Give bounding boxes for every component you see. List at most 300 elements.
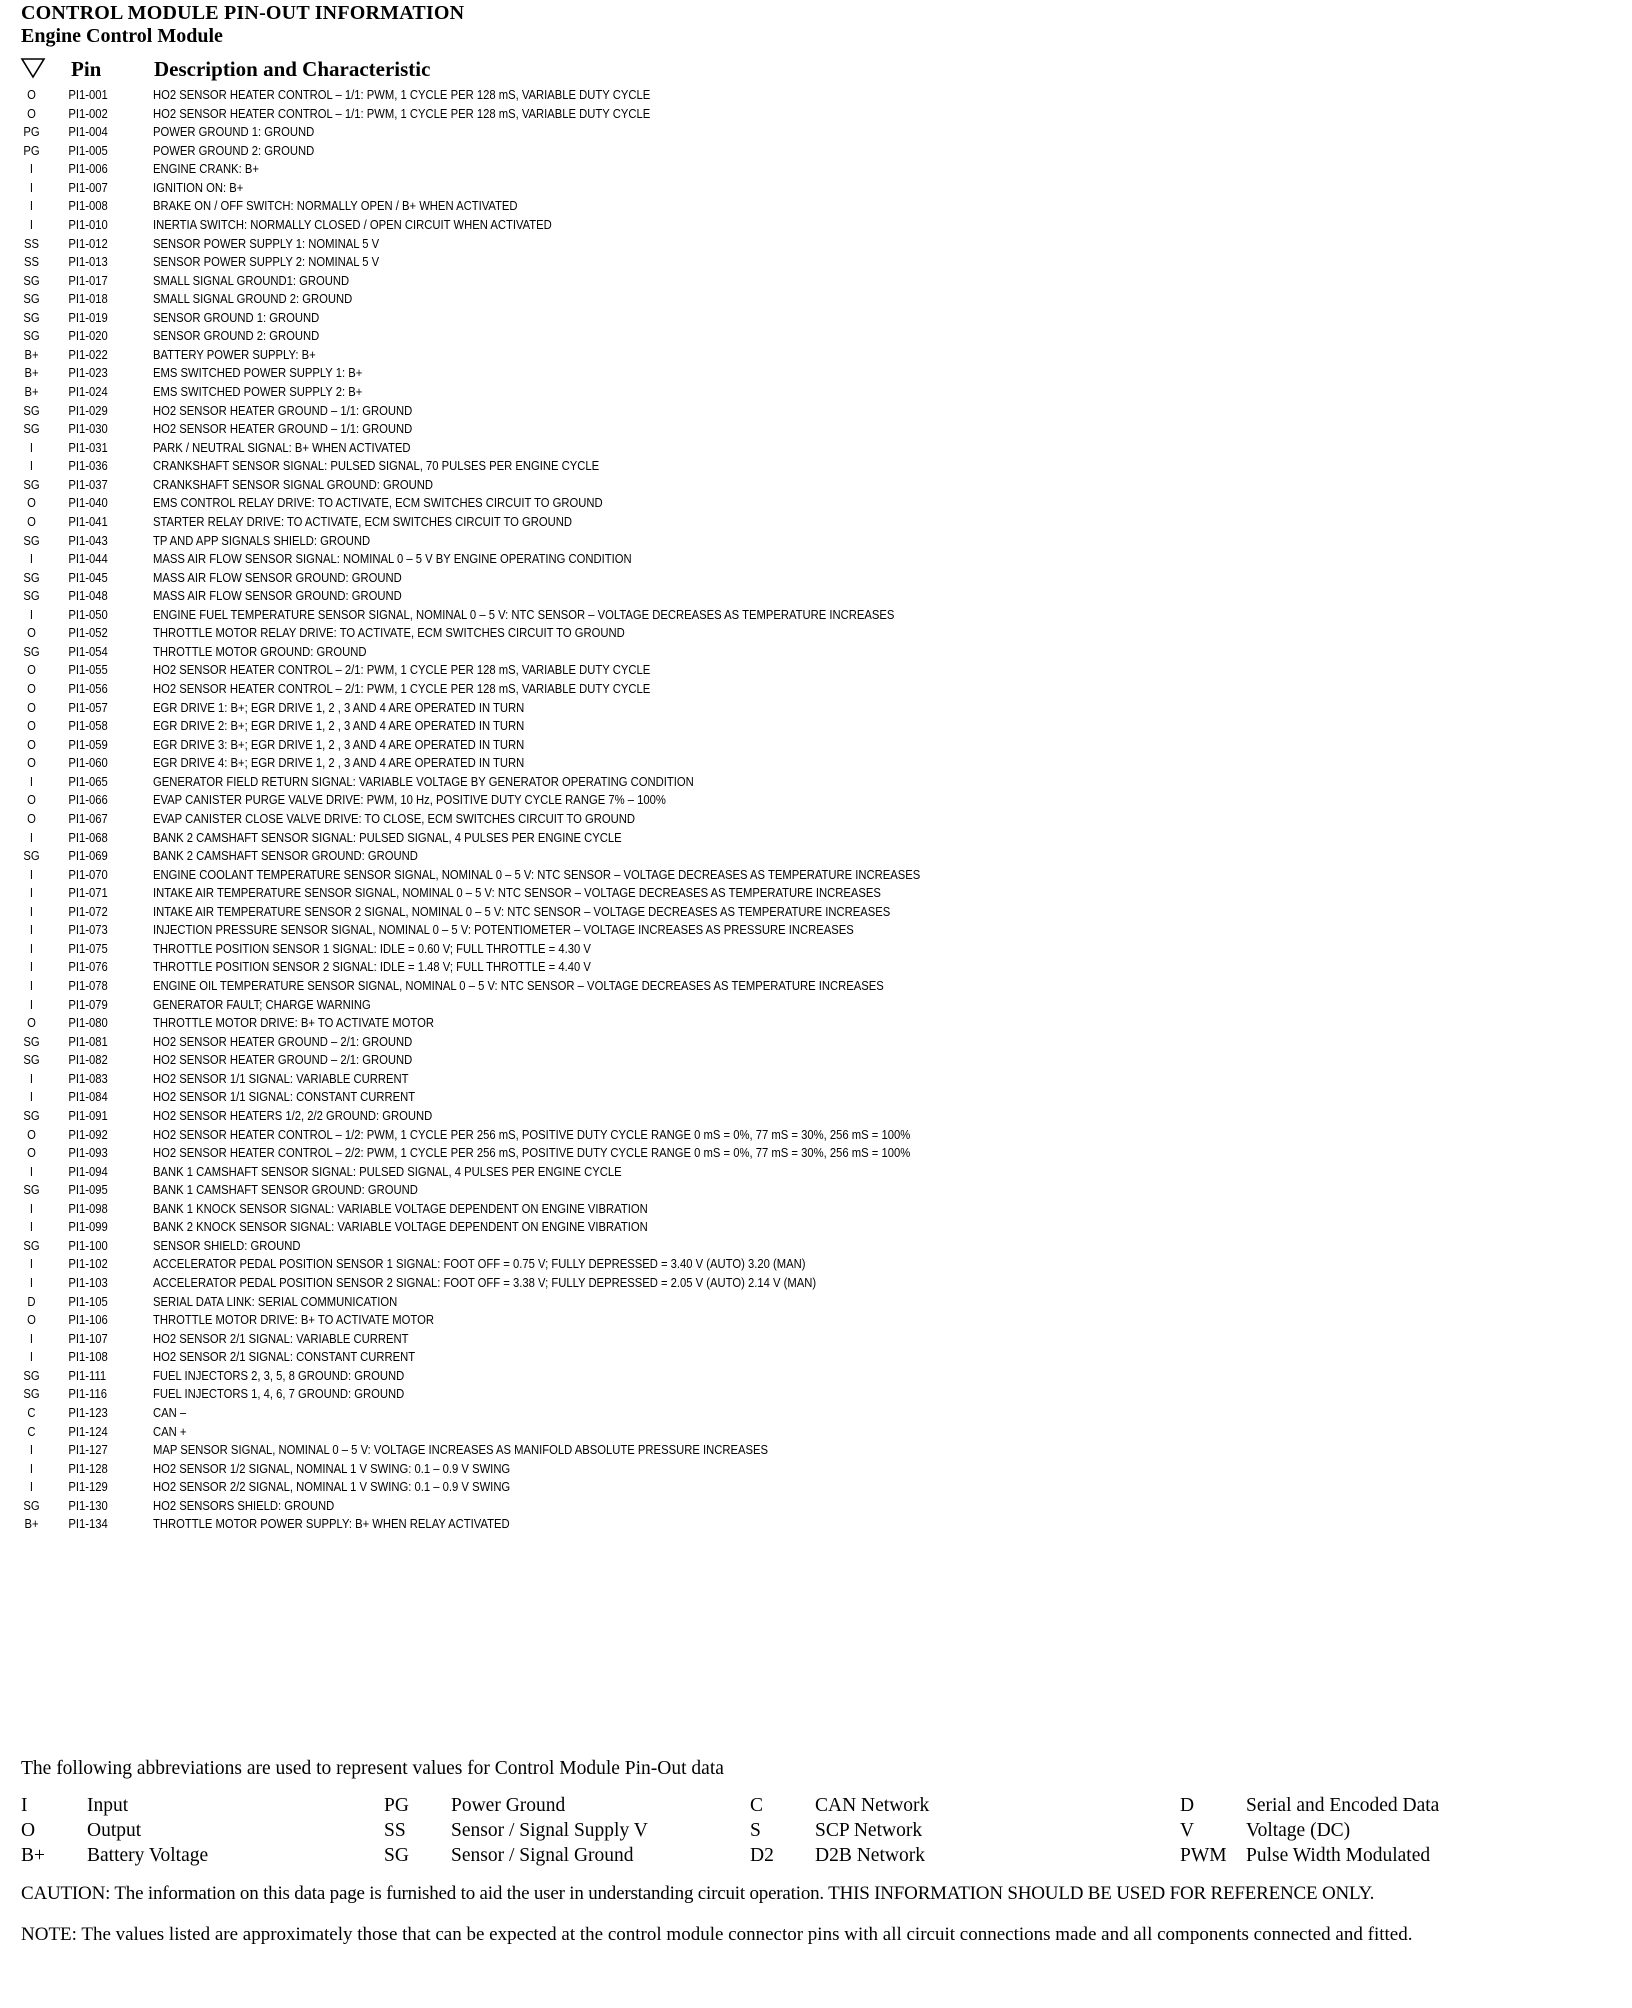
pin-description-cell: EGR DRIVE 3: B+; EGR DRIVE 1, 2 , 3 AND 4 ARE OPERATED IN TURN <box>153 737 525 752</box>
pin-description-cell: HO2 SENSOR HEATER GROUND – 2/1: GROUND <box>153 1034 413 1049</box>
table-row <box>0 1218 1469 1237</box>
table-row <box>0 513 1469 532</box>
pin-number-cell: PI1-019 <box>68 310 108 325</box>
table-row <box>0 1441 1469 1460</box>
pin-description-cell: THROTTLE POSITION SENSOR 1 SIGNAL: IDLE = 0.60 V; FULL THROTTLE = 4.30 V <box>153 941 591 956</box>
legend-meaning: Serial and Encoded Data <box>1246 1795 1440 1816</box>
table-row <box>0 940 1469 959</box>
pin-description-cell: CAN – <box>153 1405 187 1420</box>
table-row <box>0 1311 1469 1330</box>
pin-type-cell: I <box>29 1350 34 1365</box>
page-title: CONTROL MODULE PIN-OUT INFORMATION <box>21 2 465 24</box>
pin-type-cell: I <box>29 1071 34 1086</box>
table-row <box>0 123 1469 142</box>
pin-number-cell: PI1-134 <box>68 1517 108 1532</box>
pin-number-cell: PI1-108 <box>68 1350 108 1365</box>
table-row <box>0 1348 1469 1367</box>
pin-description-cell: ENGINE FUEL TEMPERATURE SENSOR SIGNAL, NOMINAL 0 – 5 V: NTC SENSOR – VOLTAGE DECREASES AS TEMPERATURE INCREASES <box>153 607 895 622</box>
pin-type-cell: SG <box>23 292 40 307</box>
pin-number-cell: PI1-023 <box>68 366 108 381</box>
legend-meaning: Input <box>87 1795 129 1816</box>
pin-number-cell: PI1-080 <box>68 1016 108 1031</box>
pin-description-cell: EMS CONTROL RELAY DRIVE: TO ACTIVATE, ECM SWITCHES CIRCUIT TO GROUND <box>153 496 603 511</box>
legend-meaning: Voltage (DC) <box>1246 1820 1351 1841</box>
pin-description-cell: HO2 SENSORS SHIELD: GROUND <box>153 1498 335 1513</box>
pin-type-cell: O <box>27 793 36 808</box>
table-row <box>0 1200 1469 1219</box>
pin-number-cell: PI1-050 <box>68 607 108 622</box>
pin-type-cell: I <box>29 1257 34 1272</box>
pin-number-cell: PI1-040 <box>68 496 108 511</box>
pin-type-cell: O <box>27 626 36 641</box>
pin-type-cell: SG <box>23 1053 40 1068</box>
table-row <box>0 977 1469 996</box>
table-row <box>0 439 1469 458</box>
table-row <box>0 1293 1469 1312</box>
pin-type-cell: I <box>29 886 34 901</box>
pin-type-cell: I <box>29 1201 34 1216</box>
table-row <box>0 1330 1469 1349</box>
pin-description-cell: INTAKE AIR TEMPERATURE SENSOR 2 SIGNAL, NOMINAL 0 – 5 V: NTC SENSOR – VOLTAGE DECREASES AS TEMPERATURE INCREASES <box>153 904 891 919</box>
pin-description-cell: HO2 SENSOR 1/1 SIGNAL: VARIABLE CURRENT <box>153 1071 409 1086</box>
pin-description-cell: CRANKSHAFT SENSOR SIGNAL GROUND: GROUND <box>153 477 434 492</box>
table-row <box>0 494 1469 513</box>
pin-number-cell: PI1-037 <box>68 477 108 492</box>
pin-number-cell: PI1-079 <box>68 997 108 1012</box>
table-row <box>0 1460 1469 1479</box>
pin-description-cell: POWER GROUND 1: GROUND <box>153 125 315 140</box>
pin-type-cell: PG <box>23 143 40 158</box>
pin-type-cell: SG <box>23 477 40 492</box>
pin-description-cell: MASS AIR FLOW SENSOR GROUND: GROUND <box>153 570 402 585</box>
table-row <box>0 86 1469 105</box>
table-row <box>0 550 1469 569</box>
pin-description-cell: HO2 SENSOR HEATER CONTROL – 2/1: PWM, 1 CYCLE PER 128 mS, VARIABLE DUTY CYCLE <box>153 682 651 696</box>
legend-row <box>0 1818 1632 1843</box>
pin-description-cell: BATTERY POWER SUPPLY: B+ <box>153 347 316 362</box>
table-row <box>0 1070 1469 1089</box>
table-row <box>0 476 1469 495</box>
pin-description-cell: HO2 SENSOR 2/2 SIGNAL, NOMINAL 1 V SWING: 0.1 – 0.9 V SWING <box>153 1480 511 1495</box>
table-row <box>0 606 1469 625</box>
pin-description-cell: EGR DRIVE 1: B+; EGR DRIVE 1, 2 , 3 AND 4 ARE OPERATED IN TURN <box>153 700 525 715</box>
legend-abbreviation: C <box>750 1795 764 1816</box>
pin-number-cell: PI1-130 <box>68 1498 108 1513</box>
legend-abbreviation: SS <box>384 1820 406 1841</box>
pin-number-cell: PI1-123 <box>68 1405 108 1420</box>
legend-meaning: Battery Voltage <box>87 1845 209 1866</box>
pin-description-cell: IGNITION ON: B+ <box>153 180 244 195</box>
pin-type-cell: I <box>29 997 34 1012</box>
pin-type-cell: I <box>29 1443 34 1458</box>
pin-description-cell: EMS SWITCHED POWER SUPPLY 2: B+ <box>153 385 363 399</box>
legend-meaning: D2B Network <box>815 1845 925 1866</box>
table-row <box>0 1051 1469 1070</box>
pin-number-cell: PI1-006 <box>68 162 108 177</box>
pin-number-cell: PI1-043 <box>68 533 108 548</box>
pin-number-cell: PI1-007 <box>68 180 108 195</box>
legend-meaning: Sensor / Signal Ground <box>451 1845 634 1866</box>
table-row <box>0 661 1469 680</box>
table-row <box>0 383 1469 402</box>
table-row <box>0 160 1469 179</box>
pin-type-cell: I <box>29 774 34 789</box>
pin-type-cell: I <box>29 867 34 882</box>
legend-abbreviation: V <box>1180 1820 1195 1841</box>
pin-type-cell: I <box>29 1276 34 1290</box>
caution-text: CAUTION: The information on this data page is furnished to aid the user in understanding circuit operation. THIS INFORMATION SHOULD BE USED FOR REFERENCE ONLY. <box>21 1883 1375 1904</box>
pin-number-cell: PI1-058 <box>68 719 108 734</box>
pin-number-cell: PI1-099 <box>68 1220 108 1235</box>
pin-type-cell: I <box>29 979 34 993</box>
pin-type-cell: O <box>27 1016 36 1031</box>
table-row <box>0 736 1469 755</box>
pin-number-cell: PI1-066 <box>68 793 108 808</box>
pin-type-cell: I <box>29 459 34 474</box>
table-row <box>0 532 1469 551</box>
pin-number-cell: PI1-106 <box>68 1313 108 1328</box>
pin-number-cell: PI1-103 <box>68 1276 108 1290</box>
pin-number-cell: PI1-020 <box>68 329 108 344</box>
table-row <box>0 1423 1469 1442</box>
pin-number-cell: PI1-001 <box>68 88 108 102</box>
table-row <box>0 1107 1469 1126</box>
pin-type-cell: I <box>29 607 34 622</box>
pin-number-cell: PI1-073 <box>68 923 108 938</box>
legend-intro: The following abbreviations are used to represent values for Control Module Pin-Out data <box>21 1758 724 1779</box>
table-row <box>0 791 1469 810</box>
pin-number-cell: PI1-076 <box>68 960 108 975</box>
pin-type-cell: O <box>27 514 36 529</box>
pin-number-cell: PI1-078 <box>68 979 108 993</box>
legend-meaning: Power Ground <box>451 1795 566 1816</box>
pin-description-cell: BANK 2 KNOCK SENSOR SIGNAL: VARIABLE VOLTAGE DEPENDENT ON ENGINE VIBRATION <box>153 1220 648 1235</box>
table-row <box>0 1237 1469 1256</box>
table-row <box>0 346 1469 365</box>
table-row <box>0 105 1469 124</box>
pin-description-cell: THROTTLE POSITION SENSOR 2 SIGNAL: IDLE = 1.48 V; FULL THROTTLE = 4.40 V <box>153 960 591 975</box>
pin-type-cell: I <box>29 904 34 919</box>
table-row <box>0 903 1469 922</box>
table-row <box>0 309 1469 328</box>
pin-number-cell: PI1-095 <box>68 1183 108 1198</box>
pin-number-cell: PI1-008 <box>68 199 108 214</box>
pin-type-cell: I <box>29 1220 34 1235</box>
pin-type-cell: SG <box>23 422 40 437</box>
pin-description-cell: HO2 SENSOR HEATER GROUND – 2/1: GROUND <box>153 1053 413 1068</box>
pin-number-cell: PI1-031 <box>68 440 108 455</box>
pin-type-cell: O <box>27 719 36 734</box>
table-row <box>0 643 1469 662</box>
table-row <box>0 958 1469 977</box>
pin-number-cell: PI1-111 <box>68 1368 107 1383</box>
table-row <box>0 1126 1469 1145</box>
pin-type-cell: SG <box>23 589 40 604</box>
pin-number-cell: PI1-128 <box>68 1461 108 1476</box>
pin-description-cell: HO2 SENSOR 1/2 SIGNAL, NOMINAL 1 V SWING: 0.1 – 0.9 V SWING <box>153 1461 511 1476</box>
pin-number-cell: PI1-004 <box>68 125 108 140</box>
pin-type-cell: O <box>27 663 36 678</box>
pin-number-cell: PI1-048 <box>68 589 108 604</box>
table-row <box>0 1478 1469 1497</box>
pin-type-cell: O <box>27 88 36 102</box>
pin-type-cell: C <box>27 1424 36 1439</box>
legend-row <box>0 1843 1632 1868</box>
pin-description-cell: STARTER RELAY DRIVE: TO ACTIVATE, ECM SWITCHES CIRCUIT TO GROUND <box>153 514 573 529</box>
pin-number-cell: PI1-127 <box>68 1443 108 1458</box>
pin-description-cell: FUEL INJECTORS 2, 3, 5, 8 GROUND: GROUND <box>153 1368 405 1383</box>
pin-description-cell: FUEL INJECTORS 1, 4, 6, 7 GROUND: GROUND <box>153 1387 405 1402</box>
pin-type-cell: I <box>29 1480 34 1495</box>
pin-number-cell: PI1-022 <box>68 347 108 362</box>
pin-description-cell: BANK 1 CAMSHAFT SENSOR SIGNAL: PULSED SIGNAL, 4 PULSES PER ENGINE CYCLE <box>153 1164 622 1179</box>
pin-type-cell: D <box>27 1294 36 1309</box>
pin-description-cell: HO2 SENSOR HEATER GROUND – 1/1: GROUND <box>153 403 413 418</box>
table-row <box>0 1497 1469 1516</box>
table-row <box>0 1404 1469 1423</box>
pin-number-cell: PI1-036 <box>68 459 108 474</box>
pin-number-cell: PI1-094 <box>68 1164 108 1179</box>
pin-number-cell: PI1-060 <box>68 756 108 771</box>
pin-number-cell: PI1-082 <box>68 1053 108 1068</box>
pin-type-cell: I <box>29 941 34 956</box>
pin-number-cell: PI1-030 <box>68 422 108 437</box>
pin-number-cell: PI1-107 <box>68 1331 108 1346</box>
pin-type-cell: O <box>27 106 36 121</box>
table-row <box>0 142 1469 161</box>
pin-type-cell: SG <box>23 329 40 344</box>
pin-description-cell: HO2 SENSOR HEATER CONTROL – 1/1: PWM, 1 CYCLE PER 128 mS, VARIABLE DUTY CYCLE <box>153 106 651 121</box>
table-row <box>0 810 1469 829</box>
pin-type-cell: C <box>27 1405 36 1420</box>
legend-row <box>0 1793 1632 1818</box>
table-row <box>0 1367 1469 1386</box>
pin-number-cell: PI1-083 <box>68 1071 108 1086</box>
pin-number-cell: PI1-072 <box>68 904 108 919</box>
legend-abbreviation: PWM <box>1180 1845 1227 1866</box>
table-row <box>0 624 1469 643</box>
table-row <box>0 1515 1469 1534</box>
pin-type-cell: SS <box>23 255 40 270</box>
legend-abbreviation: SG <box>384 1845 409 1866</box>
pin-table <box>0 86 1632 1534</box>
pin-description-cell: HO2 SENSOR HEATER GROUND – 1/1: GROUND <box>153 422 413 437</box>
table-row <box>0 1181 1469 1200</box>
pin-type-cell: SG <box>23 310 40 325</box>
pin-description-cell: HO2 SENSOR HEATER CONTROL – 1/2: PWM, 1 CYCLE PER 256 mS, POSITIVE DUTY CYCLE RANGE 0 mS = 0%, 77 mS = 30%, 256 mS = 100% <box>153 1127 911 1142</box>
pin-type-cell: I <box>29 830 34 845</box>
pin-type-cell: SG <box>23 1368 40 1383</box>
pin-number-cell: PI1-075 <box>68 941 108 956</box>
pin-number-cell: PI1-013 <box>68 255 108 270</box>
legend-abbreviation: D <box>1180 1795 1195 1816</box>
pin-type-cell: SG <box>23 1034 40 1049</box>
pin-type-cell: I <box>29 1461 34 1476</box>
pin-description-cell: TP AND APP SIGNALS SHIELD: GROUND <box>153 533 371 548</box>
pin-description-cell: GENERATOR FAULT; CHARGE WARNING <box>153 997 371 1012</box>
pin-number-cell: PI1-067 <box>68 811 108 826</box>
legend-abbreviation: S <box>750 1820 761 1841</box>
pin-description-cell: HO2 SENSOR HEATER CONTROL – 1/1: PWM, 1 CYCLE PER 128 mS, VARIABLE DUTY CYCLE <box>153 88 651 102</box>
pin-type-cell: O <box>27 1146 36 1161</box>
table-row <box>0 996 1469 1015</box>
pin-type-cell: I <box>29 1090 34 1105</box>
legend-abbreviation: D2 <box>750 1845 774 1866</box>
pin-type-cell: O <box>27 1127 36 1142</box>
pin-description-cell: BANK 1 CAMSHAFT SENSOR GROUND: GROUND <box>153 1183 418 1198</box>
table-row <box>0 179 1469 198</box>
triangle-down-outline-icon <box>20 56 46 80</box>
legend-meaning: Pulse Width Modulated <box>1246 1845 1431 1866</box>
pin-number-cell: PI1-054 <box>68 644 108 659</box>
pin-description-cell: ENGINE CRANK: B+ <box>153 162 259 177</box>
pin-number-cell: PI1-029 <box>68 403 108 418</box>
pin-type-cell: I <box>29 162 34 177</box>
pin-description-cell: SENSOR GROUND 2: GROUND <box>153 329 320 344</box>
pin-type-cell: SS <box>23 236 40 251</box>
pin-type-cell: I <box>29 199 34 214</box>
pin-description-cell: ENGINE OIL TEMPERATURE SENSOR SIGNAL, NOMINAL 0 – 5 V: NTC SENSOR – VOLTAGE DECREASES AS TEMPERATURE INCREASES <box>153 979 884 993</box>
pin-number-cell: PI1-044 <box>68 552 108 567</box>
pin-description-cell: CAN + <box>153 1424 187 1439</box>
pin-description-cell: SENSOR GROUND 1: GROUND <box>153 310 320 325</box>
table-row <box>0 847 1469 866</box>
pin-type-cell: I <box>29 1164 34 1179</box>
pin-type-cell: SG <box>23 1238 40 1253</box>
pin-type-cell: SG <box>23 403 40 418</box>
pin-number-cell: PI1-124 <box>68 1424 108 1439</box>
pin-description-cell: GENERATOR FIELD RETURN SIGNAL: VARIABLE VOLTAGE BY GENERATOR OPERATING CONDITION <box>153 774 694 789</box>
table-row <box>0 1163 1469 1182</box>
pin-number-cell: PI1-070 <box>68 867 108 882</box>
pin-type-cell: B+ <box>24 385 39 399</box>
pin-number-cell: PI1-084 <box>68 1090 108 1105</box>
legend-meaning: Sensor / Signal Supply V <box>451 1820 648 1841</box>
note-text: NOTE: The values listed are approximately those that can be expected at the control module connector pins with all circuit connections made and all components connected and fitted. <box>21 1924 1413 1945</box>
table-row <box>0 884 1469 903</box>
pin-description-cell: HO2 SENSOR HEATERS 1/2, 2/2 GROUND: GROUND <box>153 1108 433 1123</box>
pin-type-cell: O <box>27 1313 36 1328</box>
table-row <box>0 587 1469 606</box>
pin-number-cell: PI1-081 <box>68 1034 108 1049</box>
pin-type-cell: SG <box>23 1498 40 1513</box>
pin-description-cell: THROTTLE MOTOR DRIVE: B+ TO ACTIVATE MOTOR <box>153 1016 434 1031</box>
pin-number-cell: PI1-091 <box>68 1108 108 1123</box>
table-row <box>0 253 1469 272</box>
pin-type-cell: I <box>29 960 34 975</box>
pin-description-cell: THROTTLE MOTOR DRIVE: B+ TO ACTIVATE MOTOR <box>153 1313 434 1328</box>
legend-meaning: CAN Network <box>815 1795 930 1816</box>
pin-description-cell: THROTTLE MOTOR POWER SUPPLY: B+ WHEN RELAY ACTIVATED <box>153 1517 510 1532</box>
table-row <box>0 457 1469 476</box>
table-row <box>0 1144 1469 1163</box>
pin-description-cell: SENSOR SHIELD: GROUND <box>153 1238 301 1253</box>
pin-description-cell: EGR DRIVE 4: B+; EGR DRIVE 1, 2 , 3 AND 4 ARE OPERATED IN TURN <box>153 756 525 771</box>
legend-abbreviation: PG <box>384 1795 409 1816</box>
pin-number-cell: PI1-093 <box>68 1146 108 1161</box>
pin-number-cell: PI1-024 <box>68 385 108 399</box>
pin-number-cell: PI1-092 <box>68 1127 108 1142</box>
legend-abbreviation: B+ <box>21 1845 46 1866</box>
pin-number-cell: PI1-069 <box>68 849 108 864</box>
pin-number-cell: PI1-045 <box>68 570 108 585</box>
pin-description-cell: THROTTLE MOTOR GROUND: GROUND <box>153 644 367 659</box>
pin-number-cell: PI1-017 <box>68 273 108 288</box>
pin-type-cell: B+ <box>24 366 39 381</box>
pin-number-cell: PI1-071 <box>68 886 108 901</box>
pin-type-cell: SG <box>23 273 40 288</box>
table-row <box>0 773 1469 792</box>
table-row <box>0 402 1469 421</box>
pin-description-cell: HO2 SENSOR 2/1 SIGNAL: CONSTANT CURRENT <box>153 1350 416 1365</box>
pin-type-cell: I <box>29 180 34 195</box>
table-row <box>0 1255 1469 1274</box>
pin-description-cell: ACCELERATOR PEDAL POSITION SENSOR 2 SIGNAL: FOOT OFF = 3.38 V; FULLY DEPRESSED = 2.05 V (AUTO) 2.14 V (MAN) <box>153 1276 817 1290</box>
pin-number-cell: PI1-059 <box>68 737 108 752</box>
pin-description-cell: EGR DRIVE 2: B+; EGR DRIVE 1, 2 , 3 AND 4 ARE OPERATED IN TURN <box>153 719 525 734</box>
column-header-pin: Pin <box>71 57 102 81</box>
table-row <box>0 717 1469 736</box>
pin-description-cell: PARK / NEUTRAL SIGNAL: B+ WHEN ACTIVATED <box>153 440 411 455</box>
table-row <box>0 420 1469 439</box>
table-row <box>0 1088 1469 1107</box>
table-row <box>0 1274 1469 1293</box>
pin-type-cell: O <box>27 756 36 771</box>
pin-type-cell: I <box>29 1331 34 1346</box>
pin-type-cell: SG <box>23 1108 40 1123</box>
pin-description-cell: EMS SWITCHED POWER SUPPLY 1: B+ <box>153 366 363 381</box>
pin-number-cell: PI1-041 <box>68 514 108 529</box>
pin-number-cell: PI1-005 <box>68 143 108 158</box>
table-row <box>0 364 1469 383</box>
pin-number-cell: PI1-065 <box>68 774 108 789</box>
pin-type-cell: I <box>29 552 34 567</box>
legend-abbreviation: O <box>21 1820 36 1841</box>
pin-description-cell: INERTIA SWITCH: NORMALLY CLOSED / OPEN CIRCUIT WHEN ACTIVATED <box>153 217 552 232</box>
pin-description-cell: SMALL SIGNAL GROUND 2: GROUND <box>153 292 353 307</box>
pin-type-cell: I <box>29 440 34 455</box>
pin-description-cell: THROTTLE MOTOR RELAY DRIVE: TO ACTIVATE, ECM SWITCHES CIRCUIT TO GROUND <box>153 626 625 641</box>
pin-description-cell: INJECTION PRESSURE SENSOR SIGNAL, NOMINAL 0 – 5 V: POTENTIOMETER – VOLTAGE INCREASES AS PRESSURE INCREASES <box>153 923 854 938</box>
pin-description-cell: HO2 SENSOR 2/1 SIGNAL: VARIABLE CURRENT <box>153 1331 409 1346</box>
pin-description-cell: SENSOR POWER SUPPLY 2: NOMINAL 5 V <box>153 255 380 270</box>
pin-description-cell: SENSOR POWER SUPPLY 1: NOMINAL 5 V <box>153 236 380 251</box>
pin-number-cell: PI1-116 <box>68 1387 107 1402</box>
pin-type-cell: O <box>27 811 36 826</box>
pin-number-cell: PI1-068 <box>68 830 108 845</box>
pin-number-cell: PI1-105 <box>68 1294 108 1309</box>
pin-description-cell: ENGINE COOLANT TEMPERATURE SENSOR SIGNAL, NOMINAL 0 – 5 V: NTC SENSOR – VOLTAGE DECREASES AS TEMPERATURE INCREASES <box>153 867 921 882</box>
pin-type-cell: PG <box>23 125 40 140</box>
pin-description-cell: POWER GROUND 2: GROUND <box>153 143 315 158</box>
pin-number-cell: PI1-002 <box>68 106 108 121</box>
table-row <box>0 272 1469 291</box>
table-row <box>0 699 1469 718</box>
table-row <box>0 216 1469 235</box>
pin-type-cell: SG <box>23 570 40 585</box>
pin-type-cell: O <box>27 737 36 752</box>
legend-meaning: Output <box>87 1820 142 1841</box>
pin-description-cell: HO2 SENSOR HEATER CONTROL – 2/2: PWM, 1 CYCLE PER 256 mS, POSITIVE DUTY CYCLE RANGE 0 mS = 0%, 77 mS = 30%, 256 mS = 100% <box>153 1146 911 1161</box>
pin-type-cell: O <box>27 496 36 511</box>
table-row <box>0 866 1469 885</box>
table-row <box>0 235 1469 254</box>
table-row <box>0 197 1469 216</box>
pin-number-cell: PI1-055 <box>68 663 108 678</box>
pin-description-cell: SMALL SIGNAL GROUND1: GROUND <box>153 273 350 288</box>
pin-description-cell: HO2 SENSOR 1/1 SIGNAL: CONSTANT CURRENT <box>153 1090 416 1105</box>
pin-type-cell: I <box>29 217 34 232</box>
